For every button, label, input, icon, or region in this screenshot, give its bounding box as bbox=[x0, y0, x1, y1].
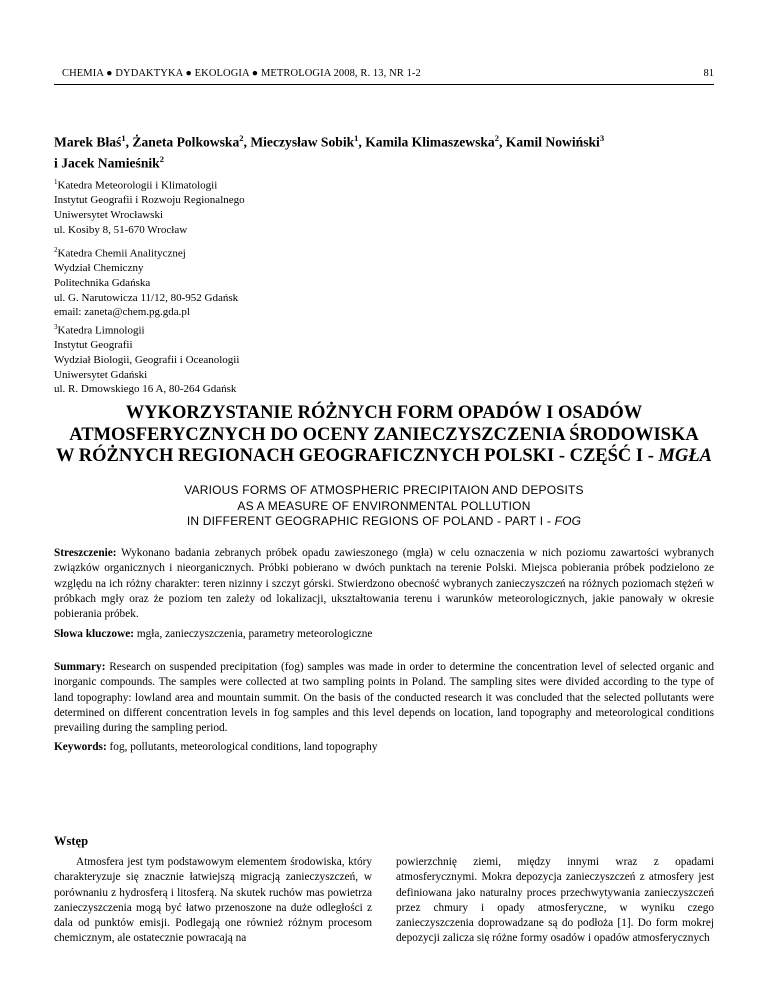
author-affiliation-mark: 1 bbox=[354, 133, 359, 143]
keywords-english: Keywords: fog, pollutants, meteorological conditions, land topography bbox=[54, 741, 378, 753]
page-number: 81 bbox=[703, 68, 714, 79]
affiliation-1: $^1$Katedra Meteorologii i Klimatologii Instytut Geografii i Rozwoju Regionalnego Uniwersytet Wrocławski ul. Kosiby 8, 51-670 Wrocław bbox=[54, 178, 245, 236]
intro-right-column: powierzchnię ziemi, między innymi wraz z opadami atmosferycznymi. Mokra depozycja zanieczyszczeń z atmosfery jest definiowana jako naturalny proces przechwytywania zanieczyszczeń przez chmury i opady atmosferyczne, w wyniku czego zanieczyszczenia doprowadzane są do podłoża [1]. Do form mokrej depozycji zalicza się różne formy osadów i opadów atmosferycznych bbox=[396, 856, 714, 945]
author-name: Kamila Klimaszewska bbox=[365, 134, 495, 150]
author-name: Mieczysław Sobik bbox=[250, 134, 355, 150]
abstract-english: Summary: Research on suspended precipitation (fog) samples was made in order to determine the concentration level of selected organic and inorganic compounds. The samples were collected at two sampling points in Poland. The sampling sites were divided according to the type of land topography: lowland area and mountain summit. On the basis of the conducted research it was concluded that the selected pollutants were determined on different concentration levels in fog samples and this level depends on location, land topography and meteorological conditions prevailing during the sampling period. bbox=[54, 661, 714, 735]
journal-header: CHEMIA ● DYDAKTYKA ● EKOLOGIA ● METROLOGIA 2008, R. 13, NR 1-2 bbox=[62, 68, 421, 79]
abstract-polish: Streszczenie: Wykonano badania zebranych próbek opadu zawieszonego (mgła) w celu oznaczenia w nich poziomu zawartości wybranych związków organicznych i nieorganicznych. Próbki pobierano w dwóch punktach na terenie Polski. Miejsca pobierania próbek podzielono ze względu na ich różny charakter: teren nizinny i szczyt górski. Stwierdzono obecność wybranych zanieczyszczeń na różnych poziomach stężeń w próbkach mgły oraz że poziom ten zależy od lokalizacji, ukształtowania terenu i warunków meteorologicznych, jakie panowały w okresie pobierania próbek. bbox=[54, 547, 714, 621]
section-heading: Wstęp bbox=[54, 834, 89, 848]
affiliation-2: $^2$Katedra Chemii Analitycznej Wydział Chemiczny Politechnika Gdańska ul. G. Narutowicza 11/12, 80-952 Gdańsk email: zaneta@chem.pg.gda.pl bbox=[54, 243, 454, 320]
title-english: VARIOUS FORMS OF ATMOSPHERIC PRECIPITAION AND DEPOSITS AS A MEASURE OF ENVIRONMENTAL POLLUTION IN DIFFERENT GEOGRAPHIC REGIONS OF POLAND - PART I - FOG bbox=[184, 483, 584, 528]
running-header bbox=[54, 68, 714, 85]
title-polish: WYKORZYSTANIE RÓŻNYCH FORM OPADÓW I OSADÓW ATMOSFERYCZNYCH DO OCENY ZANIECZYSZCZENIA ŚRODOWISKA W RÓŻNYCH REGIONACH GEOGRAFICZNYCH POLSKI - CZĘŚĆ I - MGŁA bbox=[56, 403, 712, 466]
contact-email: email: zaneta@chem.pg.gda.pl bbox=[54, 306, 190, 319]
author-name: Kamil Nowiński bbox=[505, 134, 600, 150]
author-name: Marek Błaś bbox=[54, 134, 122, 150]
author-affiliation-mark: 2 bbox=[239, 133, 244, 143]
author-list: Marek Błaś$^1$, Żaneta Polkowska$^2$, Mieczysław Sobik$^1$, Kamila Klimaszewska$^2$, Kamil Nowiński$^3$ i Jacek Namieśnik$^2$ bbox=[54, 133, 605, 171]
author-name: Żaneta Polkowska bbox=[132, 134, 240, 150]
author-affiliation-mark: 2 bbox=[494, 133, 499, 143]
author-affiliation-mark: 1 bbox=[121, 133, 126, 143]
author-affiliation-mark: 3 bbox=[599, 133, 605, 143]
author-affiliation-mark: 2 bbox=[159, 153, 164, 164]
author-name: Jacek Namieśnik bbox=[61, 155, 160, 171]
keywords-polish: Słowa kluczowe: mgła, zanieczyszczenia, parametry meteorologiczne bbox=[54, 628, 373, 640]
intro-left-column: Atmosfera jest tym podstawowym elementem środowiska, który charakteryzuje się znacznie łatwiejszą migracją zanieczyszczeń, w porównaniu z hydrosferą i litosferą. Na skutek ruchów mas powietrza zanieczyszczenia mogą być łatwo przenoszone na duże odległości z dala od punktów emisji. Podlegają one również różnym procesom chemicznym, ale ostatecznie powracają na bbox=[54, 856, 372, 945]
affiliation-3: $^3$Katedra Limnologii Instytut Geografii Wydział Biologii, Geografii i Oceanologii Uniwersytet Gdański ul. R. Dmowskiego 16 A, 80-264 Gdańsk bbox=[54, 323, 240, 396]
